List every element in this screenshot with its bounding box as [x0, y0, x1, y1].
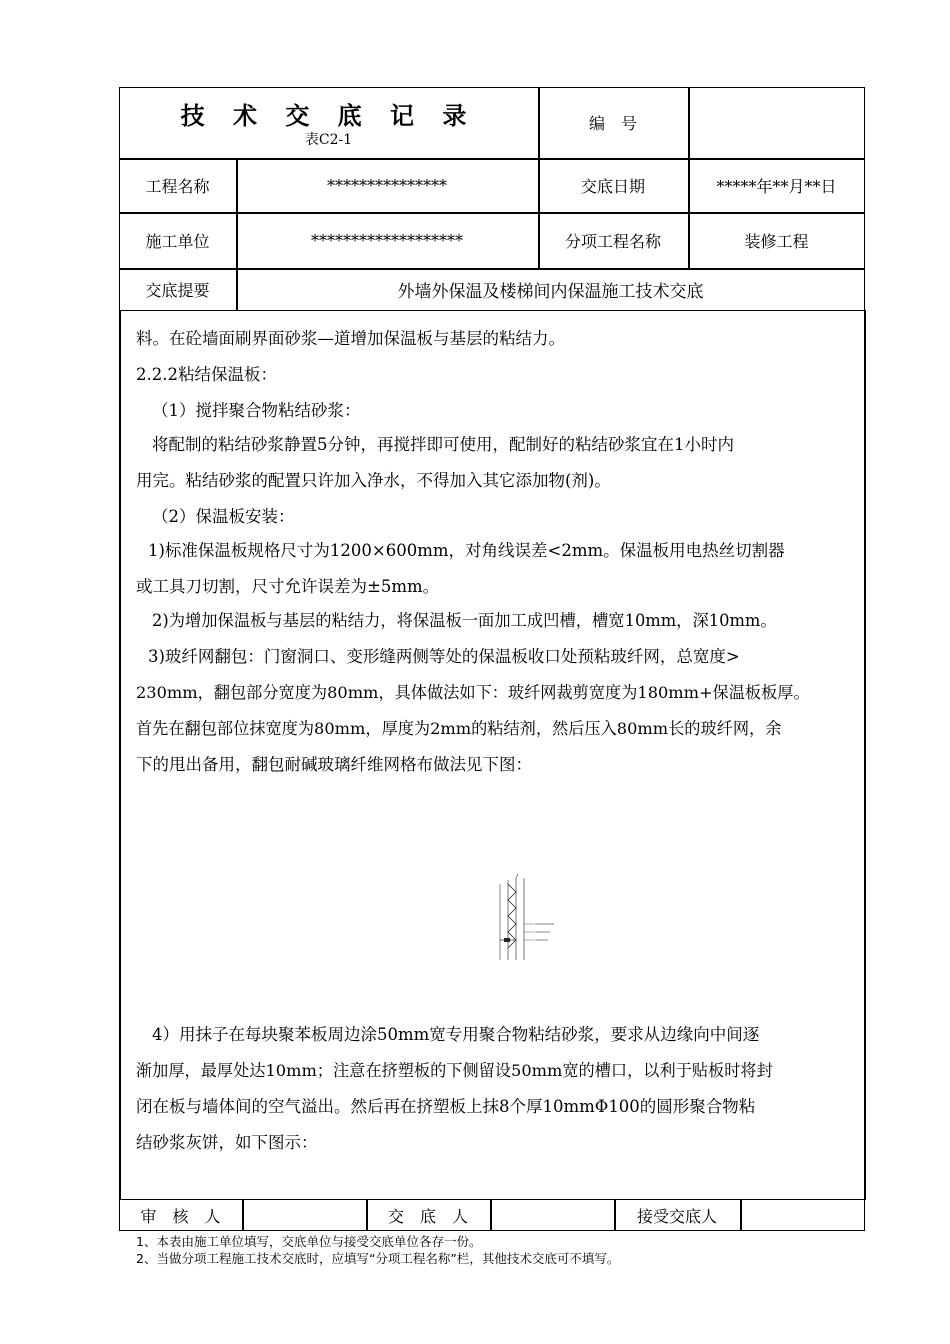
body-line: 将配制的粘结砂浆静置5分钟，再搅拌即可使用，配制好的粘结砂浆宜在1小时内 [152, 435, 734, 454]
receiver-value[interactable] [740, 1200, 865, 1230]
body-line: 闭在板与墙体间的空气溢出。然后再在挤塑板上抹8个厚10mmΦ100的圆形聚合物粘 [136, 1097, 756, 1116]
subproject-value[interactable]: 装修工程 [744, 231, 809, 251]
receiver-label: 接受交底人 [636, 1206, 717, 1226]
body-line: 230mm，翻包部分宽度为80mm，具体做法如下：玻纤网裁剪宽度为180mm+保温板板厚。 [136, 683, 810, 702]
title-text: 技 术 交 底 记 录 [180, 100, 477, 130]
footnote: 1、本表由施工单位填写，交底单位与接受交底单位各存一份。 [136, 1234, 482, 1249]
body-right-border [864, 310, 866, 1200]
body-line: （2）保温板安装： [152, 507, 295, 526]
form-code [119, 128, 538, 150]
body-line: 3)玻纤网翻包：门窗洞口、变形缝两侧等处的保温板收口处预粘玻纤网，总宽度> [148, 647, 740, 666]
contractor-value[interactable]: ******************* [311, 230, 463, 250]
body-line: 首先在翻包部位抹宽度为80mm，厚度为2mm的粘结剂，然后压入80mm长的玻纤网，余 [136, 719, 782, 738]
body-line: 4）用抹子在每块聚苯板周边涂50mm宽专用聚合物粘结砂浆，要求从边缘向中间逐 [152, 1025, 760, 1044]
page-title [119, 94, 538, 132]
reviewer-value[interactable] [242, 1200, 366, 1230]
date-label: 交底日期 [580, 176, 645, 196]
body-line: 渐加厚，最厚处达10mm；注意在挤塑板的下侧留设50mm宽的槽口，以利于贴板时将封 [136, 1061, 773, 1080]
footnote: 2、当做分项工程施工技术交底时，应填写“分项工程名称”栏，其他技术交底可不填写。 [136, 1251, 620, 1266]
body-line: 用完。粘结砂浆的配置只许加入净水，不得加入其它添加物(剂)。 [136, 471, 611, 490]
subproject-label: 分项工程名称 [564, 231, 661, 251]
body-line: 或工具刀切割，尺寸允许误差为±5mm。 [136, 577, 440, 596]
presenter-value[interactable] [490, 1200, 614, 1230]
body-line: 料。在砼墙面刷界面砂浆—道增加保温板与基层的粘结力。 [136, 329, 565, 348]
project-name-label: 工程名称 [145, 176, 210, 196]
mesh-wrap-diagram [494, 874, 564, 964]
body-line: 2.2.2粘结保温板： [136, 365, 277, 384]
project-name-value[interactable]: *************** [327, 175, 447, 195]
form-code-text: 表C2-1 [304, 132, 353, 148]
presenter-label: 交 底 人 [387, 1206, 468, 1226]
body-line: 2)为增加保温板与基层的粘结力，将保温板一面加工成凹槽，槽宽10mm，深10mm。 [152, 611, 777, 630]
body-left-border [119, 310, 121, 1200]
number-value[interactable] [688, 87, 865, 158]
body-line: （1）搅拌聚合物粘结砂浆： [152, 401, 361, 420]
date-value[interactable]: *****年**月**日 [716, 176, 837, 196]
body-line: 下的甩出备用，翻包耐碱玻璃纤维网格布做法见下图： [136, 755, 532, 774]
number-label: 编 号 [588, 114, 637, 133]
body-line: 1)标准保温板规格尺寸为1200×600mm，对角线误差<2mm。保温板用电热丝切割器 [148, 541, 785, 560]
reviewer-label: 审 核 人 [140, 1206, 221, 1226]
contractor-label: 施工单位 [145, 231, 210, 251]
summary-value[interactable]: 外墙外保温及楼梯间内保温施工技术交底 [397, 282, 704, 302]
body-line: 结砂浆灰饼，如下图示： [136, 1133, 318, 1152]
summary-label: 交底提要 [145, 281, 210, 300]
